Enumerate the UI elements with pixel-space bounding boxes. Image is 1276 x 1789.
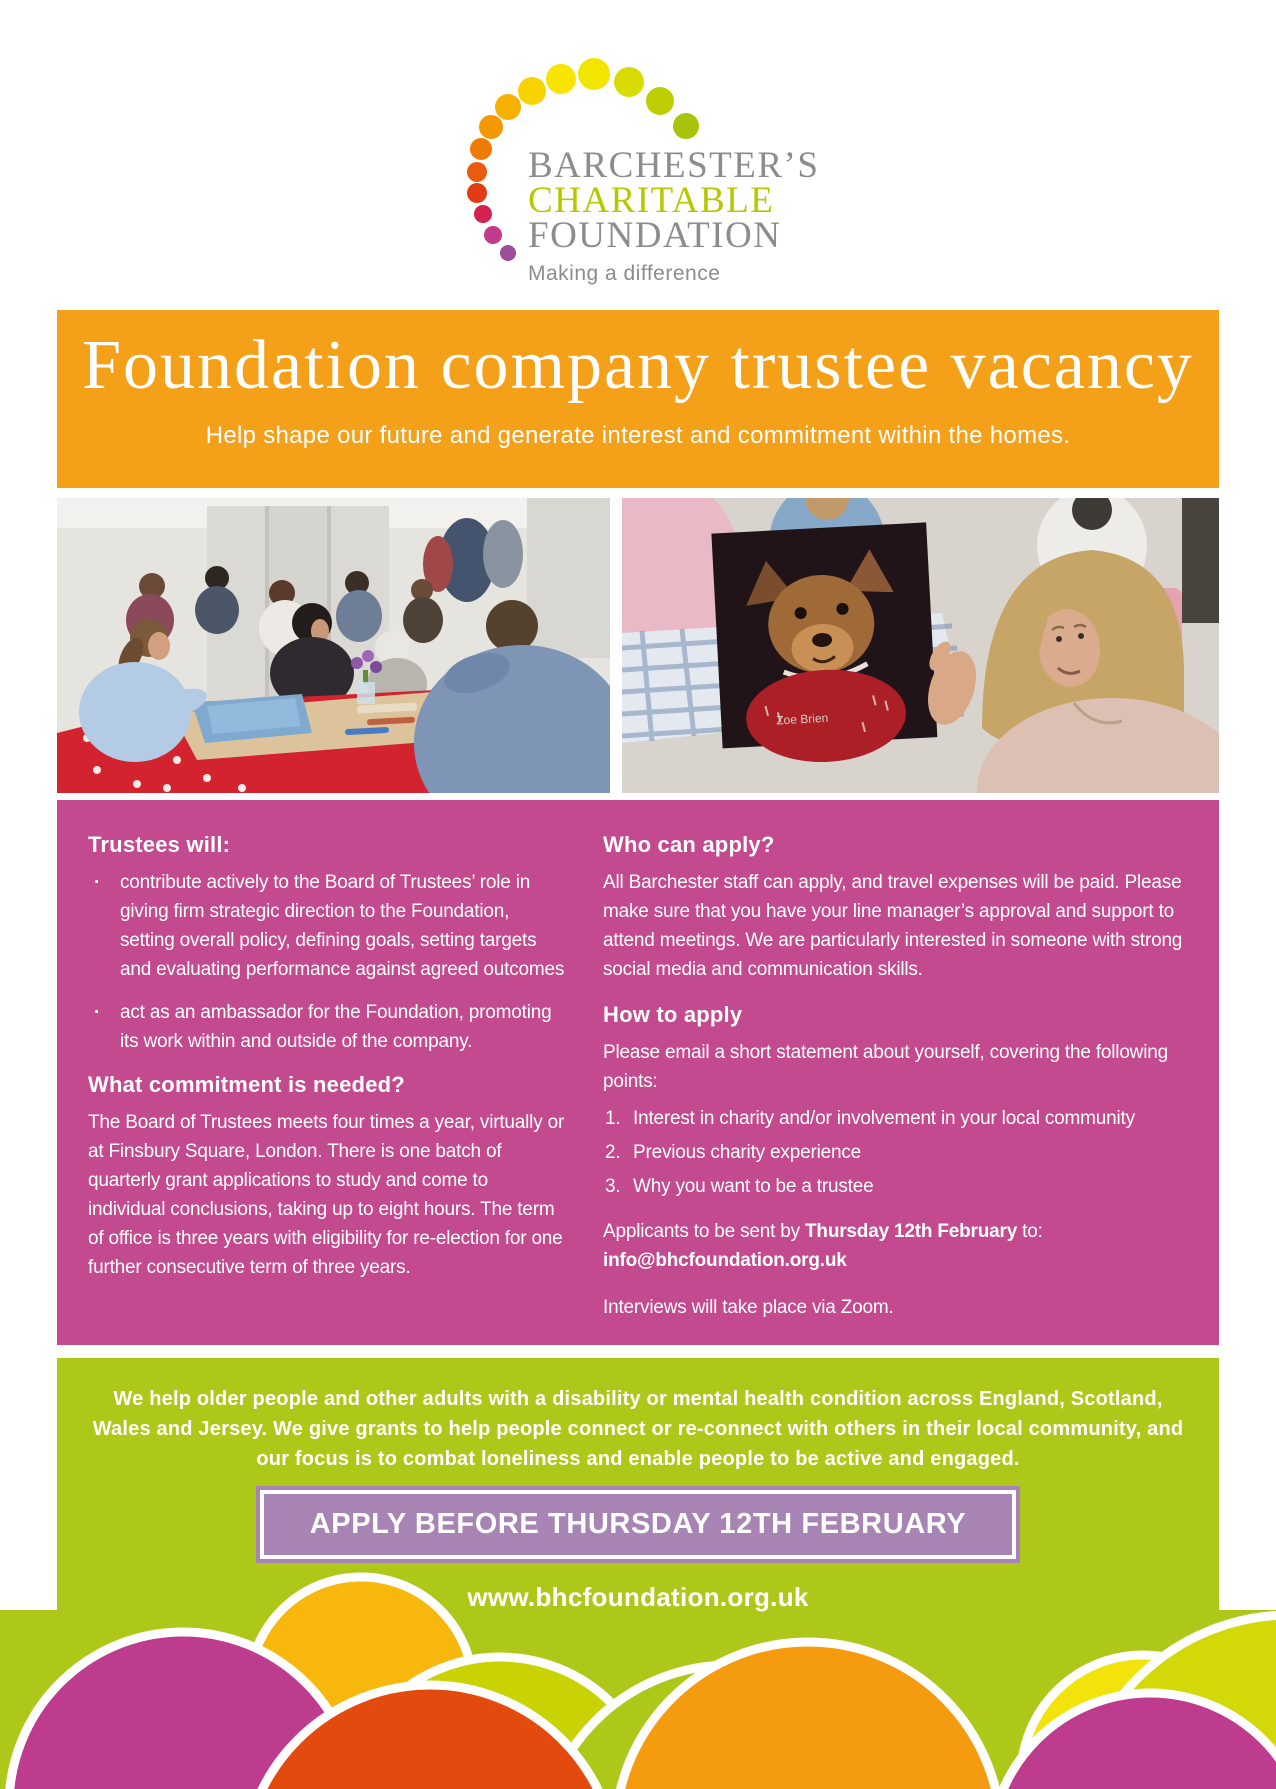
- logo-line-foundation: FOUNDATION: [528, 215, 782, 256]
- logo-dot: [614, 67, 644, 97]
- commitment-paragraph: The Board of Trustees meets four times a year, virtually or at Finsbury Square, London. There is one batch of quarterly grant applications to study and come to individual conclusions, taking up to eight hours. The term of office is three years with eligibility for re-election for one further consecutive term of three years.: [88, 1112, 565, 1278]
- application-points-list: [603, 1104, 1195, 1201]
- apply-deadline-label: APPLY BEFORE THURSDAY 12TH FEBRUARY: [309, 1508, 967, 1540]
- logo-dot: [500, 245, 516, 261]
- list-item: 2. Previous charity experience: [603, 1138, 1195, 1167]
- left-column: [88, 832, 566, 1282]
- logo-dot: [467, 162, 487, 182]
- dog-painting-illustration: [622, 498, 1219, 793]
- website-url[interactable]: www.bhcfoundation.org.uk: [467, 1582, 809, 1612]
- page-title: Foundation company trustee vacancy: [82, 327, 1194, 404]
- photo-craft-session: [57, 498, 610, 793]
- logo: [528, 145, 820, 291]
- bullet-icon: ·: [94, 1002, 101, 1023]
- apply-deadline-banner: [260, 1490, 1016, 1559]
- list-number: 1.: [605, 1108, 621, 1129]
- title-banner: [57, 310, 1219, 488]
- logo-dot: [470, 138, 492, 160]
- bullet-icon: ·: [94, 872, 101, 893]
- application-deadline: Applicants to be sent by Thursday 12th February to: info@bhcfoundation.org.uk: [603, 1221, 1043, 1271]
- logo-dot: [518, 77, 546, 105]
- logo-line-charitable: CHARITABLE: [528, 180, 775, 221]
- painting-signature: Zoe Brien: [775, 710, 829, 728]
- how-to-apply-paragraph: Please email a short statement about yourself, covering the following points:: [603, 1042, 1168, 1092]
- logo-dot: [495, 94, 521, 120]
- main-info-section: [57, 800, 1219, 1345]
- craft-session-illustration: [57, 498, 610, 793]
- logo-dot: [646, 87, 674, 115]
- commitment-heading: What commitment is needed?: [88, 1072, 405, 1097]
- photo-dog-painting: [622, 498, 1219, 793]
- footer-section: [0, 1358, 1276, 1789]
- trustees-bullet-list: [88, 868, 566, 1056]
- logo-dot: [578, 58, 610, 90]
- decorative-circle: [615, 1642, 1001, 1789]
- list-number: 2.: [605, 1142, 621, 1163]
- page-subtitle: Help shape our future and generate interest and commitment within the homes.: [205, 422, 1071, 449]
- application-email[interactable]: info@bhcfoundation.org.uk: [603, 1250, 847, 1271]
- who-can-apply-heading: Who can apply?: [603, 832, 775, 857]
- deadline-date: Thursday 12th February: [805, 1221, 1018, 1242]
- logo-dot: [467, 183, 487, 203]
- logo-dot: [474, 205, 492, 223]
- list-item: 3. Why you want to be a trustee: [603, 1172, 1195, 1201]
- logo-dot: [673, 113, 699, 139]
- logo-dot: [484, 226, 502, 244]
- logo-tagline: Making a difference: [528, 262, 721, 285]
- trustees-heading: Trustees will:: [88, 832, 231, 857]
- right-column: [603, 832, 1195, 1322]
- logo-dot: [546, 64, 576, 94]
- logo-line-barchesters: BARCHESTER’S: [528, 145, 820, 186]
- interviews-note: Interviews will take place via Zoom.: [603, 1297, 894, 1318]
- list-number: 3.: [605, 1176, 621, 1197]
- list-item: · act as an ambassador for the Foundation, promoting its work within and outside of the company.: [88, 998, 566, 1056]
- list-item: 1. Interest in charity and/or involvement in your local community: [603, 1104, 1195, 1133]
- logo-dot: [479, 115, 503, 139]
- who-can-apply-paragraph: All Barchester staff can apply, and travel expenses will be paid. Please make sure that you have your line manager’s approval and support to attend meetings. We are particularly interested in someone with strong social media and communication skills.: [603, 872, 1183, 980]
- list-item: · contribute actively to the Board of Trustees’ role in giving firm strategic direction to the Foundation, setting overall policy, defining goals, setting targets and evaluating performance against agreed outcomes: [88, 868, 566, 984]
- mission-statement: We help older people and other adults with a disability or mental health condition across England, Scotland, Wales and Jersey. We give grants to help people connect or re-connect with others in their local community, and our focus is to combat loneliness and enable people to be active and engaged.: [92, 1388, 1184, 1470]
- how-to-apply-heading: How to apply: [603, 1002, 743, 1027]
